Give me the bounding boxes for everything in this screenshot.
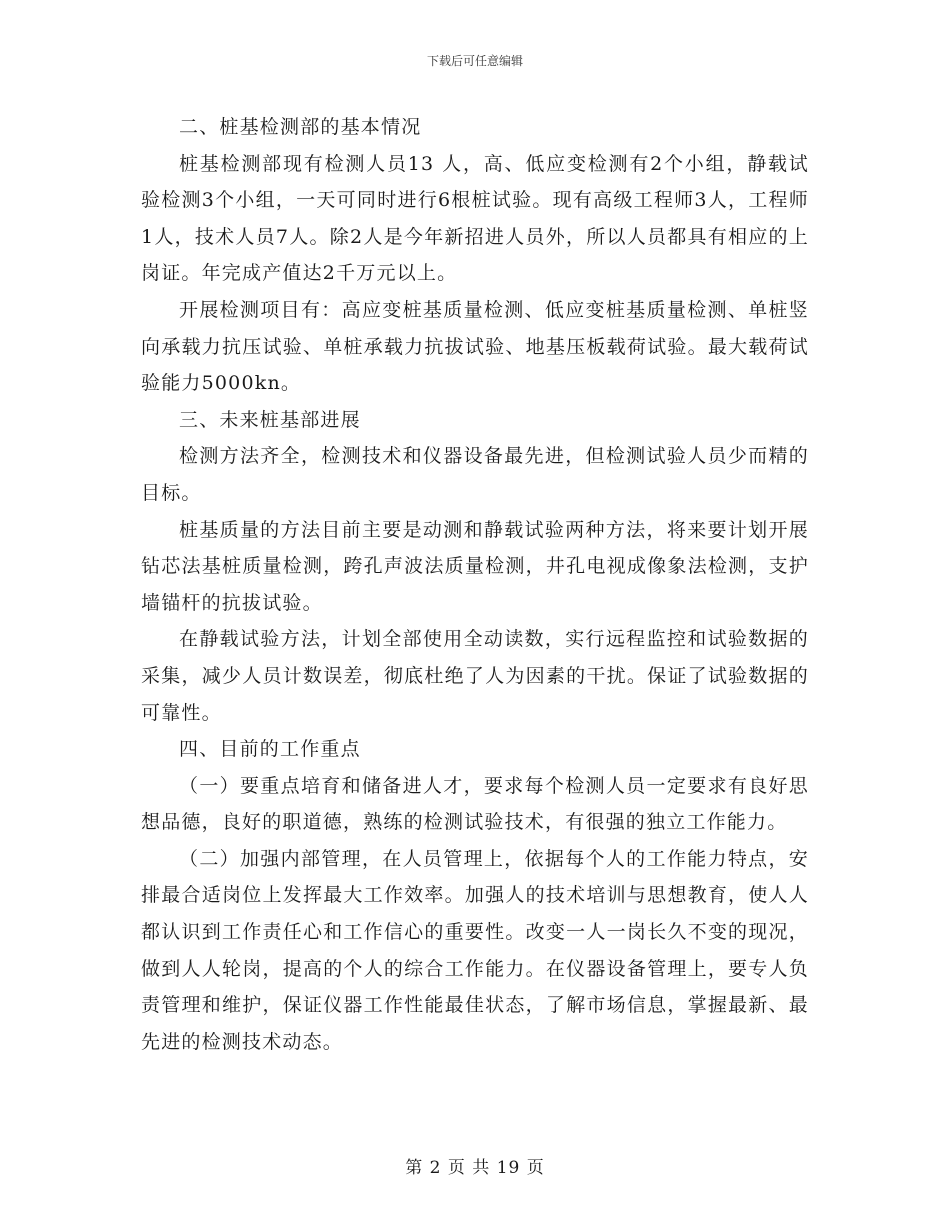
document-body: [141, 109, 809, 1060]
section-heading-2: 二、桩基检测部的基本情况: [179, 116, 422, 138]
paragraph-staff: 桩基检测部现有检测人员13 人，高、低应变检测有2个小组，静载试验检测3个小组，一天可同时进行6根桩试验。现有高级工程师3人，工程师1人，技术人员7人。除2人是今年新招进人员外，所以人员都具有相应的上岗证。年完成产值达2千万元以上。: [141, 152, 809, 285]
paragraph-methods: 桩基质量的方法目前主要是动测和静载试验两种方法，将来要计划开展钻芯法基桩质量检测，跨孔声波法质量检测，井孔电视成像象法检测，支护墙锚杆的抗拔试验。: [141, 518, 809, 614]
paragraph-talent: （一）要重点培育和储备进人才，要求每个检测人员一定要求有良好思想品德，良好的职道德，熟练的检测试验技术，有很强的独立工作能力。: [141, 774, 809, 834]
paragraph-goal: 检测方法齐全，检测技术和仪器设备最先进，但检测试验人员少而精的目标。: [141, 445, 809, 504]
section-heading-3: 三、未来桩基部进展: [179, 408, 361, 431]
page-number-footer: 第 2 页 共 19 页: [405, 1158, 545, 1178]
paragraph-static-load: 在静载试验方法，计划全部使用全动读数，实行远程监控和试验数据的采集，减少人员计数误差，彻底杜绝了人为因素的干扰。保证了试验数据的可靠性。: [141, 628, 809, 724]
paragraph-projects: 开展检测项目有：高应变桩基质量检测、低应变桩基质量检测、单桩竖向承载力抗压试验、单桩承载力抗拔试验、地基压板载荷试验。最大载荷试验能力5000kn。: [141, 298, 809, 395]
paragraph-management: （二）加强内部管理，在人员管理上，依据每个人的工作能力特点，安排最合适岗位上发挥最大工作效率。加强人的技术培训与思想教育，使人人都认识到工作责任心和工作信心的重要性。改变一人一岗长久不变的现况，做到人人轮岗，提高的个人的综合工作能力。在仪器设备管理上，要专人负责管理和维护，保证仪器工作性能最佳状态，了解市场信息，掌握最新、最先进的检测技术动态。: [141, 847, 809, 1053]
section-heading-4: 四、目前的工作重点: [179, 738, 361, 761]
page-header-note: 下载后可任意编辑: [426, 54, 523, 68]
